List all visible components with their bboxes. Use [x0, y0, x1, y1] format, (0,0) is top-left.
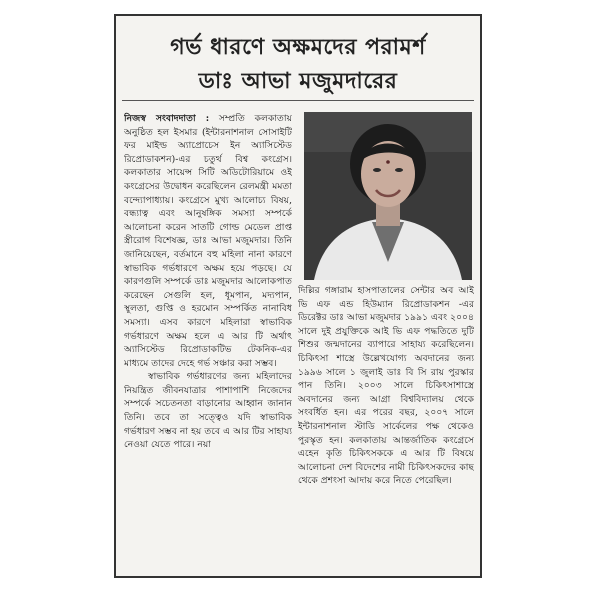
- article-paragraph-3: দিল্লির গঙ্গারাম হাসপাতালের সেন্টার অব আই ভি এফ এন্ড হিউম্যান রিপ্রোডাকশন -এর ডিরেক্টর ডাঃ আভা মজুমদার ১৯৯১ এবং ২০০৪ সালে দুই প্রযুক্তিকে আই ভি এফ পদ্ধতিতে দুটি শিশুর জন্মদানের ব্যাপারে সাহায্য করেছিলেন। চিকিৎসা শাস্ত্রে উল্লেখযোগ্য অবদানের জন্য ১৯৯৬ সালে ১ জুলাই ডাঃ বি সি রায় পুরস্কার পান তিনি। ২০০৩ সালে চিকিৎসাশাস্ত্রে অবদানের জন্য আগ্রা বিশ্ববিদ্যালয় থেকে সংবর্ধিত হন। এর পরের বছর, ২০০৭ সালে ইন্টারনাশনাল স্টাডি সার্কেলের পক্ষ থেকেও পুরস্কৃত হন। কলকাতায় আন্তর্জাতিক কংগ্রেসে এহেন কৃতি চিকিৎসককে এ আর টি বিষয়ে আলোচনা দেশ বিদেশের নামী চিকিৎসকদের কাছ থেকে প্রশংসা আদায় করে নিতে পেরেছিল।: [298, 285, 474, 487]
- portrait-image: [304, 112, 472, 280]
- article-left-column: [124, 112, 292, 572]
- headline-line-2: ডাঃ আভা মজুমদারের: [198, 69, 398, 94]
- left-paragraph-1-text: সম্প্রতি কলকাতায় অনুষ্ঠিত হল ইসমার (ইন্টারনাশনাল সোসাইটি ফর মাইল্ড অ্যাপ্রোচেস ইন অ্যাসিস্টেড রিপ্রোডাকশন)-এর চতুর্থ বিশ্ব কংগ্রেস। কলকাতার সায়েন্স সিটি অডিটোরিয়ামে ওই কংগ্রেসের উদ্বোধন করেছিলেন রেলমন্ত্রী মমতা বন্দ্যোপাধ্যায়। কংগ্রেসে মুখ্য আলোচ্য বিষয়, বন্ধ্যাত্ব এবং আনুষঙ্গিক সমস্যা সম্পর্কে আলোচনা করেন সাতটি গোল্ড মেডেল প্রাপ্ত স্ত্রীরোগ বিশেষজ্ঞ, ডাঃ আভা মজুমদার। তিনি জানিয়েছেন, বর্তমানে বহু মহিলা নানা কারণে স্বাভাবিক গর্ভধারণে অক্ষম হয়ে পড়ছে। যে কারণগুলি সম্পর্কে ডাঃ মজুমদার আলোকপাত করেছেন সেগুলি হল, ধূমপান, মদ্যপান, স্থূলতা, গুপ্তি ও হরমোন সম্পর্কিত নানাবিধ সমস্যা। এসব কারণে মহিলারা স্বাভাবিক গর্ভধারণে অক্ষম হলে এ আর টি অর্থাৎ অ্যাসিস্টেড রিপ্রোডাকটিভ টেকনিক-এর মাধ্যমে তাদের দেহে গর্ভ সঞ্চার করা সম্ভব।: [124, 113, 292, 369]
- portrait-photo: [304, 112, 472, 280]
- byline: নিজস্ব সংবাদদাতা :: [124, 113, 210, 124]
- headline-line-1: গর্ভ ধারণে অক্ষমদের পরামর্শ: [170, 35, 426, 60]
- article-right-column: [298, 284, 474, 574]
- article-paragraph-2: স্বাভাবিক গর্ভধারণের জন্য মহিলাদের নিয়ন্ত্রিত জীবনযাত্রার পাশাপাশি নিজেদের সম্পর্কে সচেতনতা বাড়ানোর আহ্বান জানান তিনি। তবে তা সত্ত্বেও যদি স্বাভাবিক গর্ভধারণ সম্ভব না হয় তবে এ আর টির সাহায্য নেওয়া যেতে পারে। নয়া: [124, 371, 292, 451]
- headline-divider: [122, 100, 474, 101]
- newspaper-clipping: [114, 14, 482, 578]
- article-paragraph-1: [124, 112, 292, 370]
